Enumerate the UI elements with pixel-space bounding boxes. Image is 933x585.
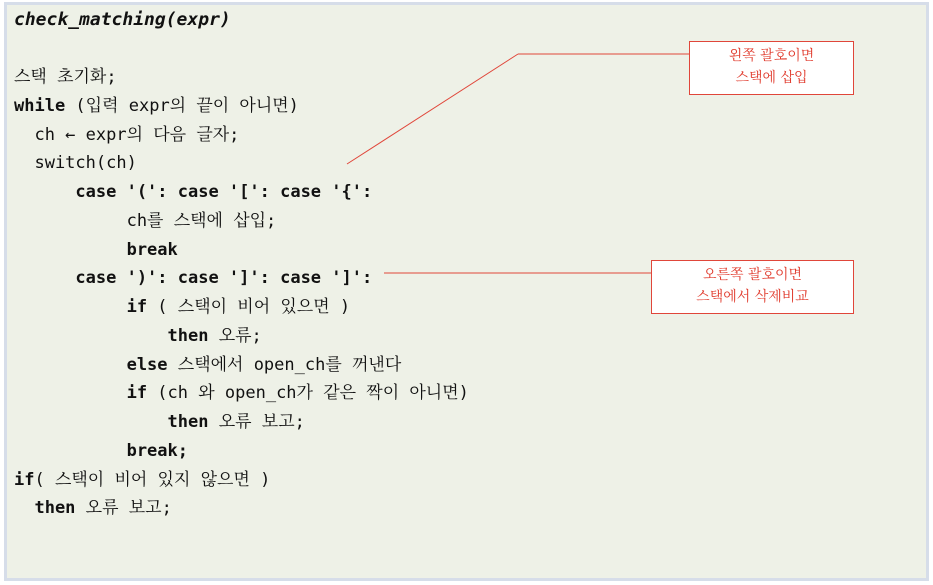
code-line [14, 178, 372, 206]
code-line [14, 408, 305, 436]
code-line [14, 293, 350, 321]
code-text: ch ← expr의 다음 글자; [14, 124, 240, 145]
callout-pop-line2: 스택에서 삭제비교 [696, 289, 809, 305]
code-keyword: break [14, 239, 178, 260]
code-keyword: then [14, 498, 76, 519]
code-text: ( 스택이 비어 있으면 ) [147, 297, 351, 317]
code-line [14, 92, 299, 120]
code-keyword: if [14, 469, 35, 490]
code-keyword: while [14, 95, 66, 116]
callout-push [689, 41, 854, 95]
code-keyword: case '(': case '[': case '{': [14, 182, 373, 202]
code-text: 오류 보고; [208, 412, 305, 432]
callout-pop [651, 260, 854, 314]
code-line [14, 236, 178, 264]
code-line [14, 351, 401, 379]
code-text: ( 스택이 비어 있지 않으면 ) [34, 469, 271, 490]
code-line [14, 264, 372, 292]
code-keyword: if [14, 383, 148, 404]
code-line [14, 207, 276, 235]
code-line [14, 322, 262, 350]
callout-pop-line1: 오른쪽 괄호이면 [702, 267, 803, 283]
code-text: switch(ch) [14, 153, 137, 174]
code-keyword: if [14, 297, 148, 317]
code-line [14, 437, 188, 465]
callout-push-line1: 왼쪽 괄호이면 [728, 48, 815, 64]
code-keyword: case ')': case ']': case ']': [14, 268, 373, 289]
code-line [14, 466, 270, 494]
code-text: (입력 expr의 끝이 아니면) [65, 95, 299, 116]
function-title: check_matching(expr) [14, 9, 231, 30]
code-line [14, 149, 137, 177]
code-text: 오류 보고; [75, 498, 172, 519]
code-line [14, 121, 239, 149]
code-line [14, 494, 172, 522]
code-text: 오류; [208, 325, 262, 346]
code-keyword: else [14, 354, 168, 375]
code-text: ch를 스택에 삽입; [14, 210, 277, 231]
code-line [14, 379, 469, 407]
code-text: 스택에서 open_ch를 꺼낸다 [167, 354, 402, 375]
code-keyword: break; [14, 440, 188, 461]
code-keyword: then [14, 412, 209, 432]
code-line [14, 63, 117, 91]
code-keyword: then [14, 325, 209, 346]
code-text: (ch 와 open_ch가 같은 짝이 아니면) [147, 383, 469, 404]
callout-push-line2: 스택에 삽입 [735, 70, 808, 86]
code-text: 스택 초기화; [14, 67, 117, 87]
